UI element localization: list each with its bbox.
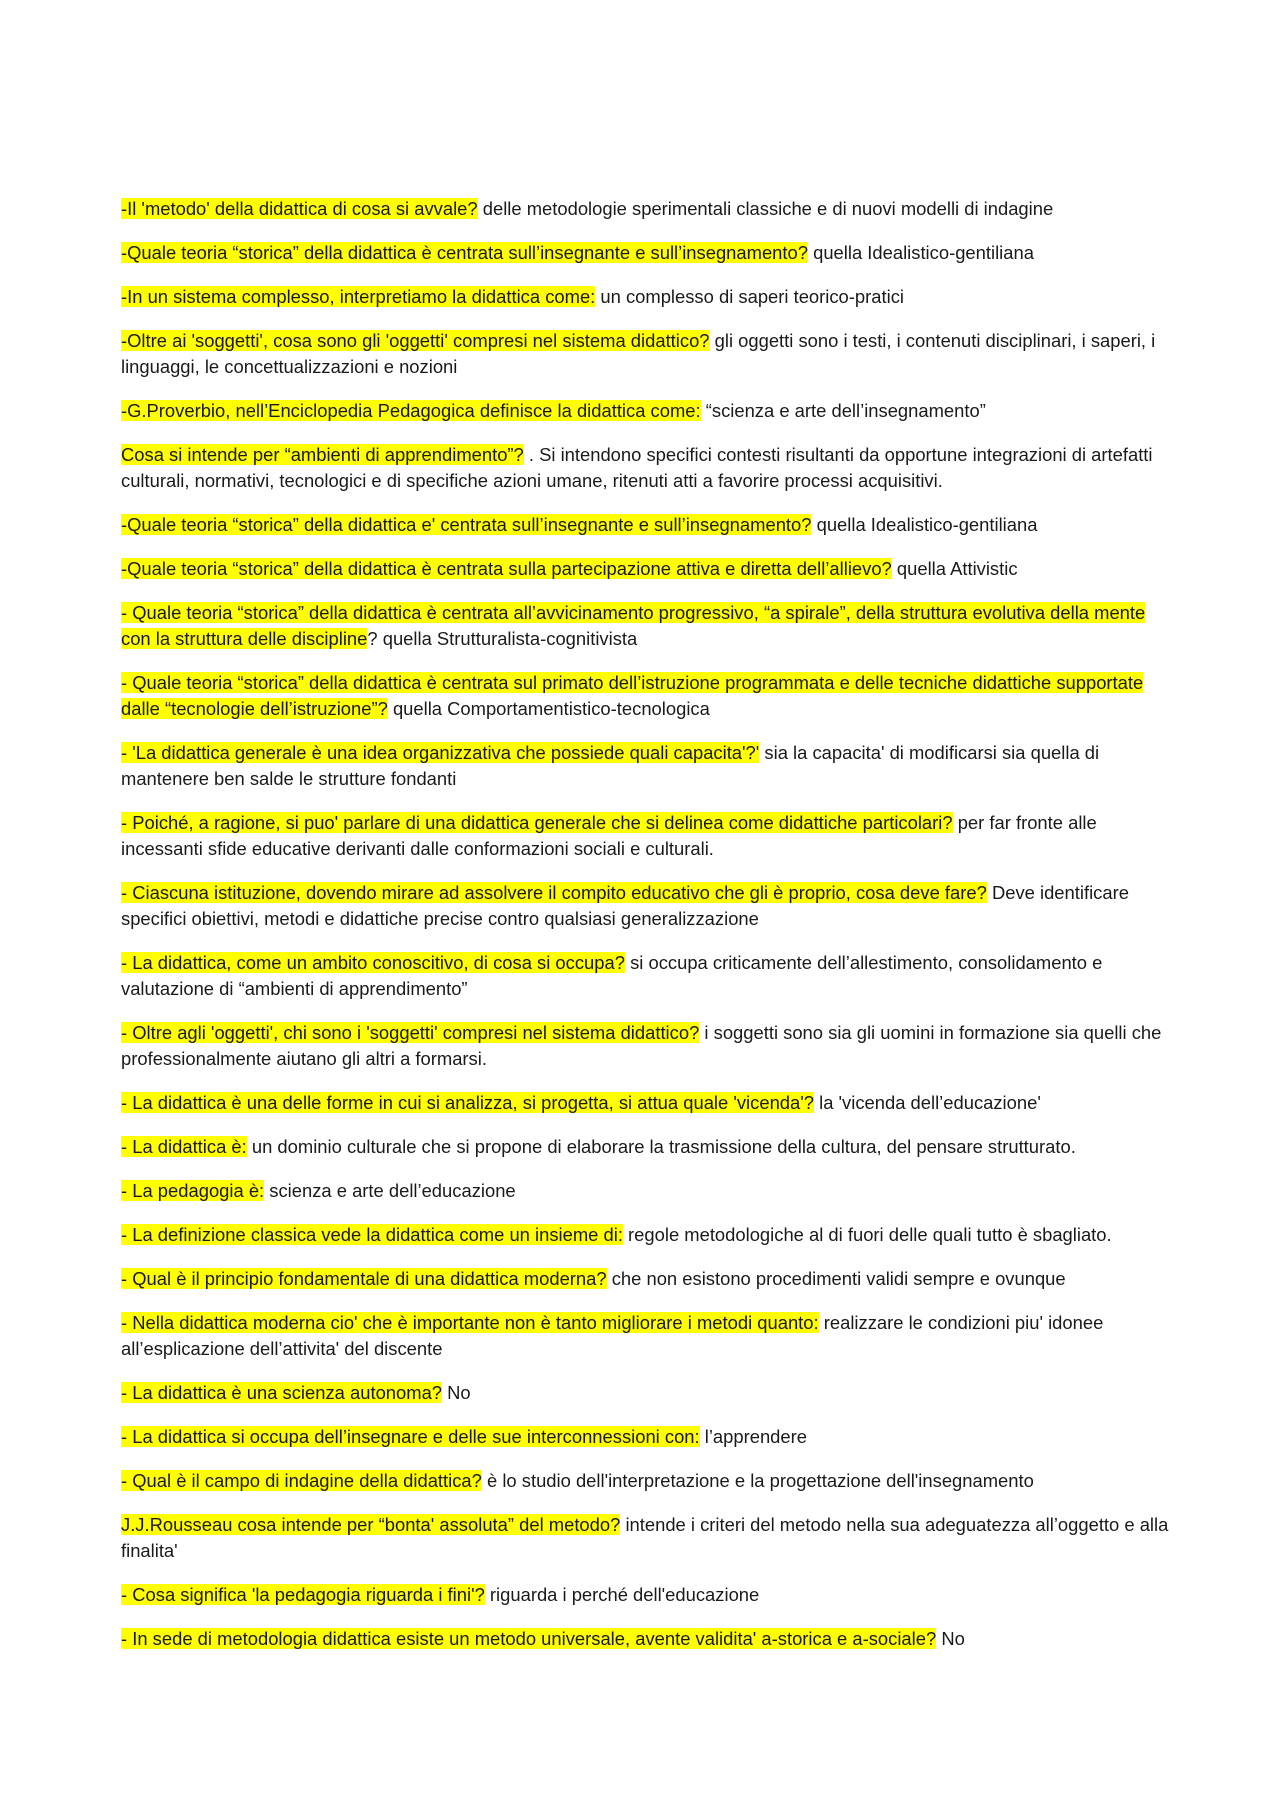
answer-text: un dominio culturale che si propone di elaborare la trasmissione della cultura, del pensare strutturato. (246, 1136, 1076, 1157)
qa-item (121, 1380, 1171, 1406)
answer-text: quella Attivistic (891, 558, 1018, 579)
answer-text: un complesso di saperi teorico-pratici (595, 286, 904, 307)
highlighted-question: -In un sistema complesso, interpretiamo la didattica come: (121, 286, 596, 307)
highlighted-question: - Oltre agli 'oggetti', chi sono i 'soggetti' compresi nel sistema didattico? (121, 1022, 700, 1043)
highlighted-question: - Poiché, a ragione, si puo' parlare di una didattica generale che si delinea come didattiche particolari? (121, 812, 953, 833)
highlighted-question: Cosa si intende per “ambienti di apprendimento”? (121, 444, 524, 465)
qa-item (121, 442, 1171, 494)
qa-item (121, 196, 1171, 222)
highlighted-question: - La didattica è una scienza autonoma? (121, 1382, 443, 1403)
qa-item (121, 810, 1171, 862)
answer-text: si occupa criticamente dell’allestimento, consolidamento e valutazione di “ambienti di apprendimento” (121, 952, 1103, 999)
answer-text: per far fronte alle incessanti sfide educative derivanti dalle conformazioni sociali e culturali. (121, 812, 1097, 859)
qa-item (121, 1626, 1171, 1652)
qa-item (121, 328, 1171, 380)
highlighted-question: -Oltre ai 'soggetti', cosa sono gli 'oggetti' compresi nel sistema didattico? (121, 330, 710, 351)
answer-text: scienza e arte dell’educazione (264, 1180, 516, 1201)
highlighted-question: - Nella didattica moderna cio' che è importante non è tanto migliorare i metodi quanto: (121, 1312, 819, 1333)
highlighted-question: - La definizione classica vede la didattica come un insieme di: (121, 1224, 623, 1245)
answer-text: la 'vicenda dell’educazione' (814, 1092, 1041, 1113)
qa-item (121, 240, 1171, 266)
answer-text: gli oggetti sono i testi, i contenuti disciplinari, i saperi, i linguaggi, le concettualizzazioni e nozioni (121, 330, 1156, 377)
highlighted-question: - 'La didattica generale è una idea organizzativa che possiede quali capacita'?' (121, 742, 760, 763)
answer-text: No (936, 1628, 965, 1649)
qa-item (121, 1424, 1171, 1450)
highlighted-question: - Qual è il campo di indagine della didattica? (121, 1470, 482, 1491)
answer-text: l’apprendere (699, 1426, 807, 1447)
highlighted-question: -Il 'metodo' della didattica di cosa si avvale? (121, 198, 478, 219)
answer-text: intende i criteri del metodo nella sua adeguatezza all’oggetto e alla finalita' (121, 1514, 1169, 1561)
qa-item (121, 556, 1171, 582)
answer-text: quella Idealistico-gentiliana (807, 242, 1034, 263)
qa-item (121, 512, 1171, 538)
qa-item (121, 1468, 1171, 1494)
answer-text: è lo studio dell'interpretazione e la progettazione dell'insegnamento (481, 1470, 1034, 1491)
document-page (121, 196, 1171, 1670)
answer-text: realizzare le condizioni piu' idonee all’esplicazione dell’attivita' del discente (121, 1312, 1104, 1359)
answer-text: ? quella Strutturalista-cognitivista (367, 628, 638, 649)
qa-item (121, 284, 1171, 310)
highlighted-question: - In sede di metodologia didattica esiste un metodo universale, avente validita' a-storica e a-sociale? (121, 1628, 937, 1649)
highlighted-question: - La didattica è: (121, 1136, 247, 1157)
highlighted-question: - Cosa significa 'la pedagogia riguarda i fini'? (121, 1584, 485, 1605)
answer-text: delle metodologie sperimentali classiche e di nuovi modelli di indagine (477, 198, 1054, 219)
qa-item (121, 1266, 1171, 1292)
qa-item (121, 670, 1171, 722)
highlighted-question: - Ciascuna istituzione, dovendo mirare ad assolvere il compito educativo che gli è proprio, cosa deve fare? (121, 882, 987, 903)
qa-item (121, 1090, 1171, 1116)
answer-text: regole metodologiche al di fuori delle quali tutto è sbagliato. (622, 1224, 1112, 1245)
highlighted-question: -Quale teoria “storica” della didattica e' centrata sull’insegnante e sull’insegnamento? (121, 514, 812, 535)
highlighted-question: J.J.Rousseau cosa intende per “bonta' assoluta” del metodo? (121, 1514, 621, 1535)
answer-text: Deve identificare specifici obiettivi, metodi e didattiche precise contro qualsiasi generalizzazione (121, 882, 1129, 929)
highlighted-question: -G.Proverbio, nell’Enciclopedia Pedagogica definisce la didattica come: (121, 400, 701, 421)
qa-item (121, 600, 1171, 652)
highlighted-question: - La didattica, come un ambito conoscitivo, di cosa si occupa? (121, 952, 625, 973)
answer-text: riguarda i perché dell'educazione (484, 1584, 760, 1605)
highlighted-question: - La pedagogia è: (121, 1180, 265, 1201)
highlighted-question: - Qual è il principio fondamentale di una didattica moderna? (121, 1268, 607, 1289)
qa-item (121, 1222, 1171, 1248)
highlighted-question: - Quale teoria “storica” della didattica è centrata all’avvicinamento progressivo, “a spirale”, della struttura evolutiva della mente con la struttura delle discipline (121, 602, 1146, 649)
highlighted-question: - Quale teoria “storica” della didattica è centrata sul primato dell’istruzione programmata e delle tecniche didattiche supportate dalle “tecnologie dell’istruzione”? (121, 672, 1144, 719)
answer-text: “scienza e arte dell’insegnamento” (700, 400, 986, 421)
highlighted-question: -Quale teoria “storica” della didattica è centrata sulla partecipazione attiva e diretta dell’allievo? (121, 558, 892, 579)
qa-item (121, 1020, 1171, 1072)
answer-text: che non esistono procedimenti validi sempre e ovunque (606, 1268, 1066, 1289)
qa-item (121, 740, 1171, 792)
qa-item (121, 1310, 1171, 1362)
answer-text: No (442, 1382, 471, 1403)
qa-item (121, 1178, 1171, 1204)
answer-text: quella Idealistico-gentiliana (811, 514, 1038, 535)
qa-item (121, 1512, 1171, 1564)
answer-text: i soggetti sono sia gli uomini in formazione sia quelli che professionalmente aiutano gli altri a formarsi. (121, 1022, 1162, 1069)
highlighted-question: - La didattica si occupa dell’insegnare e delle sue interconnessioni con: (121, 1426, 700, 1447)
highlighted-question: -Quale teoria “storica” della didattica è centrata sull’insegnante e sull’insegnamento? (121, 242, 808, 263)
qa-item (121, 1134, 1171, 1160)
highlighted-question: - La didattica è una delle forme in cui si analizza, si progetta, si attua quale 'vicenda'? (121, 1092, 814, 1113)
answer-text: quella Comportamentistico-tecnologica (387, 698, 710, 719)
qa-item (121, 880, 1171, 932)
answer-text: . Si intendono specifici contesti risultanti da opportune integrazioni di artefatti culturali, normativi, tecnologici e di specifiche azioni umane, ritenuti atti a favorire processi acquisitivi. (121, 444, 1153, 491)
qa-item (121, 1582, 1171, 1608)
answer-text: sia la capacita' di modificarsi sia quella di mantenere ben salde le strutture fondanti (121, 742, 1100, 789)
qa-item (121, 950, 1171, 1002)
qa-item (121, 398, 1171, 424)
